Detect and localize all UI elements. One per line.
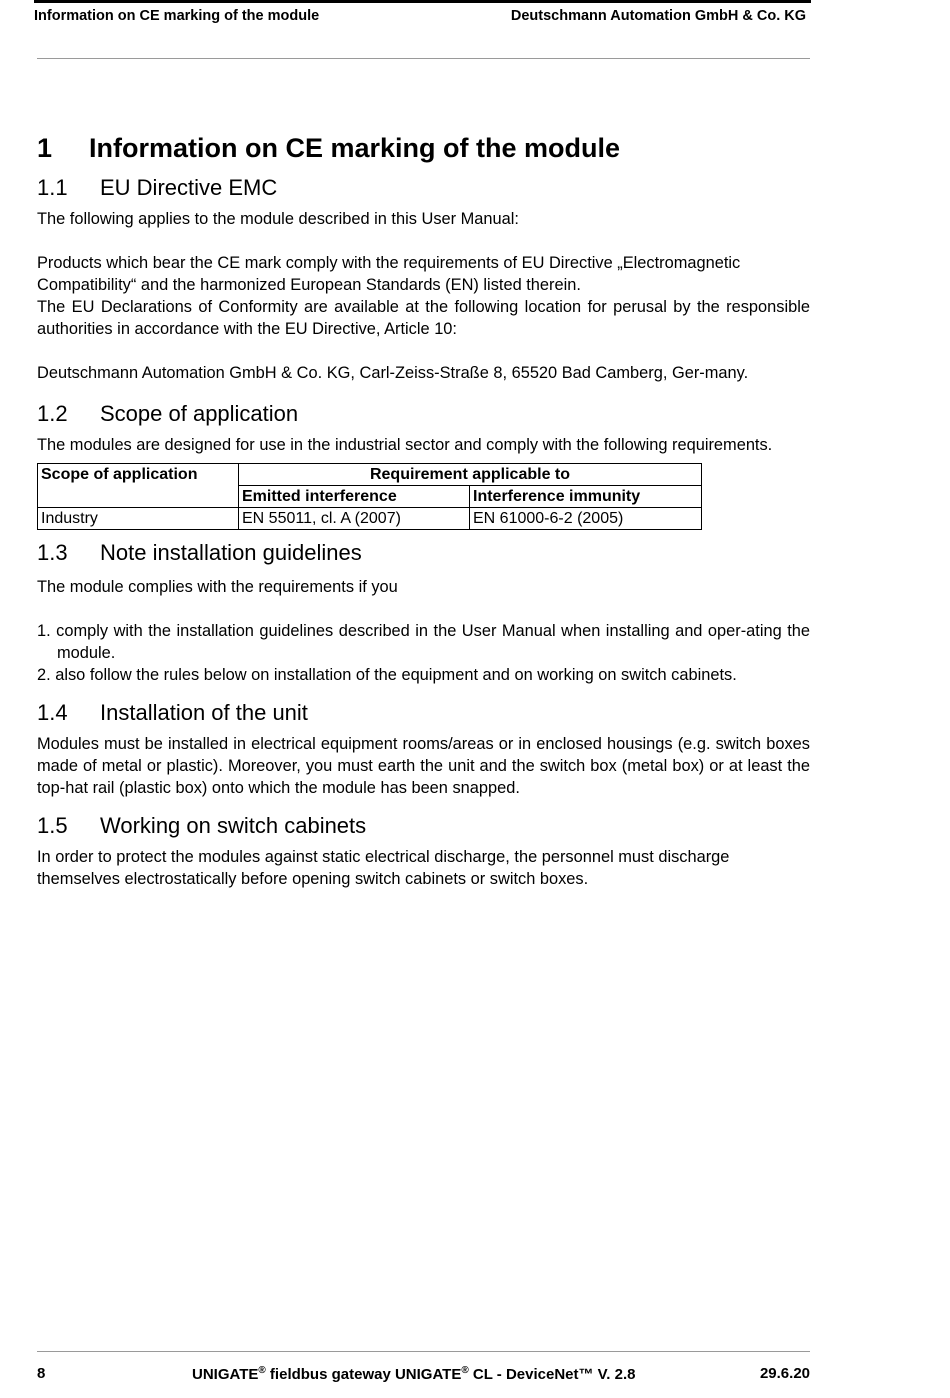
footer-title-part: UNIGATE — [192, 1366, 259, 1383]
registered-mark: ® — [258, 1365, 266, 1376]
header-divider — [37, 58, 810, 59]
footer-title-part: fieldbus gateway UNIGATE — [265, 1366, 462, 1383]
guideline-list — [37, 620, 810, 686]
section-title: Working on switch cabinets — [100, 813, 367, 838]
section-number: 1.1 — [37, 175, 68, 200]
paragraph: The modules are designed for use in the industrial sector and comply with the following requirements. — [37, 436, 773, 454]
section-number: 1.2 — [37, 401, 68, 426]
list-item: 1. comply with the installation guidelines described in the User Manual when installing and oper-ating the module. — [37, 622, 810, 662]
chapter-heading — [37, 130, 810, 166]
table-header-scope: Scope of application — [38, 464, 239, 508]
chapter-number: 1 — [37, 133, 53, 163]
running-header-left: Information on CE marking of the module — [34, 8, 320, 24]
paragraph: The EU Declarations of Conformity are available at the following location for perusal by the responsible authorities in accordance with the EU Directive, Article 10: — [37, 298, 810, 338]
table-header-immunity: Interference immunity — [470, 486, 702, 508]
paragraph: The module complies with the requirements if you — [37, 578, 398, 596]
section-heading-1-4 — [37, 698, 810, 728]
page-number: 8 — [37, 1365, 46, 1382]
section-heading-1-3 — [37, 538, 810, 568]
section-title: Note installation guidelines — [100, 540, 362, 565]
running-header-right: Deutschmann Automation GmbH & Co. KG — [510, 8, 806, 24]
registered-mark: ® — [461, 1365, 469, 1376]
section-title: EU Directive EMC — [100, 175, 278, 200]
section-title: Installation of the unit — [100, 700, 308, 725]
table-header-requirement: Requirement applicable to — [239, 464, 702, 486]
page-content — [37, 130, 810, 890]
section-heading-1-2 — [37, 399, 810, 429]
section-heading-1-1 — [37, 173, 810, 203]
paragraph: The following applies to the module described in this User Manual: — [37, 210, 519, 228]
section-number: 1.3 — [37, 540, 68, 565]
table-header-emitted: Emitted interference — [239, 486, 470, 508]
footer-title-part: CL - DeviceNet™ V. 2.8 — [468, 1366, 636, 1383]
paragraph: Deutschmann Automation GmbH & Co. KG, Carl-Zeiss-Straße 8, 65520 Bad Camberg, Ger-many. — [37, 364, 749, 382]
footer-divider — [37, 1351, 810, 1352]
section-title: Scope of application — [100, 401, 299, 426]
paragraph: Products which bear the CE mark comply with the requirements of EU Directive „Electromagnetic Compatibility“ and the harmonized European Standards (EN) listed therein. — [37, 254, 741, 294]
section-number: 1.5 — [37, 813, 68, 838]
table-row — [38, 508, 702, 530]
scope-table — [37, 463, 702, 530]
footer-title — [192, 1365, 635, 1383]
chapter-title: Information on CE marking of the module — [89, 133, 621, 163]
list-item: 2. also follow the rules below on installation of the equipment and on working on switch cabinets. — [37, 666, 737, 684]
paragraph: Modules must be installed in electrical equipment rooms/areas or in enclosed housings (e.g. switch boxes made of metal or plastic). Moreover, you must earth the unit and the switch box (metal box) or at least the top-hat rail (plastic box) onto which the module has been snapped. — [37, 735, 810, 797]
section-number: 1.4 — [37, 700, 68, 725]
table-cell: EN 55011, cl. A (2007) — [239, 508, 470, 530]
table-cell: Industry — [38, 508, 239, 530]
header-top-rule — [34, 0, 811, 3]
section-heading-1-5 — [37, 811, 810, 841]
paragraph: In order to protect the modules against static electrical discharge, the personnel must discharge themselves electrostatically before opening switch cabinets or switch boxes. — [37, 848, 730, 888]
table-cell: EN 61000-6-2 (2005) — [470, 508, 702, 530]
footer-date: 29.6.20 — [759, 1365, 810, 1382]
